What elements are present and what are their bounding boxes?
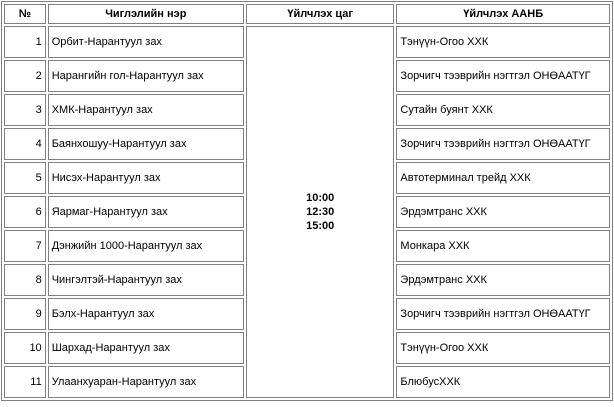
route-name: Баянхошуу-Нарантуул зах: [48, 128, 244, 160]
operator-name: Зорчигч тээврийн нэгтгэл ОНӨААТҮГ: [396, 298, 610, 330]
operator-name: Тэнүүн-Огоо ХХК: [396, 332, 610, 364]
row-number: 1: [4, 26, 46, 58]
table-row: [4, 26, 610, 58]
service-time: 12:30: [306, 206, 335, 218]
service-time: 10:00: [306, 192, 335, 204]
row-number: 11: [4, 366, 46, 398]
service-time: 15:00: [306, 220, 335, 232]
operator-name: Эрдэмтранс ХХК: [396, 264, 610, 296]
route-name: Нарангийн гол-Нарантуул зах: [48, 60, 244, 92]
row-number: 7: [4, 230, 46, 262]
header-route: Чиглэлийн нэр: [48, 4, 244, 24]
service-times: [246, 26, 394, 398]
row-number: 6: [4, 196, 46, 228]
route-name: Бэлх-Нарантуул зах: [48, 298, 244, 330]
header-row: [4, 4, 610, 24]
row-number: 9: [4, 298, 46, 330]
row-number: 5: [4, 162, 46, 194]
operator-name: Сутайн буянт ХХК: [396, 94, 610, 126]
header-no: №: [4, 4, 46, 24]
route-name: Орбит-Нарантуул зах: [48, 26, 244, 58]
route-name: Чингэлтэй-Нарантуул зах: [48, 264, 244, 296]
operator-name: Тэнүүн-Огоо ХХК: [396, 26, 610, 58]
operator-name: Эрдэмтранс ХХК: [396, 196, 610, 228]
schedule-table: [1, 1, 613, 401]
route-name: Улаанхуаран-Нарантуул зах: [48, 366, 244, 398]
operator-name: Зорчигч тээврийн нэгтгэл ОНӨААТҮГ: [396, 128, 610, 160]
operator-name: Зорчигч тээврийн нэгтгэл ОНӨААТҮГ: [396, 60, 610, 92]
operator-name: БлюбусХХК: [396, 366, 610, 398]
row-number: 3: [4, 94, 46, 126]
route-name: Шархад-Нарантуул зах: [48, 332, 244, 364]
route-name: Яармаг-Нарантуул зах: [48, 196, 244, 228]
route-name: ХМК-Нарантуул зах: [48, 94, 244, 126]
header-operator: Үйлчлэх ААНБ: [396, 4, 610, 24]
operator-name: Автотерминал трейд ХХК: [396, 162, 610, 194]
row-number: 4: [4, 128, 46, 160]
operator-name: Монкара ХХК: [396, 230, 610, 262]
route-name: Нисэх-Нарантуул зах: [48, 162, 244, 194]
row-number: 10: [4, 332, 46, 364]
header-time: Үйлчлэх цаг: [246, 4, 394, 24]
row-number: 2: [4, 60, 46, 92]
route-name: Дэнжийн 1000-Нарантуул зах: [48, 230, 244, 262]
row-number: 8: [4, 264, 46, 296]
